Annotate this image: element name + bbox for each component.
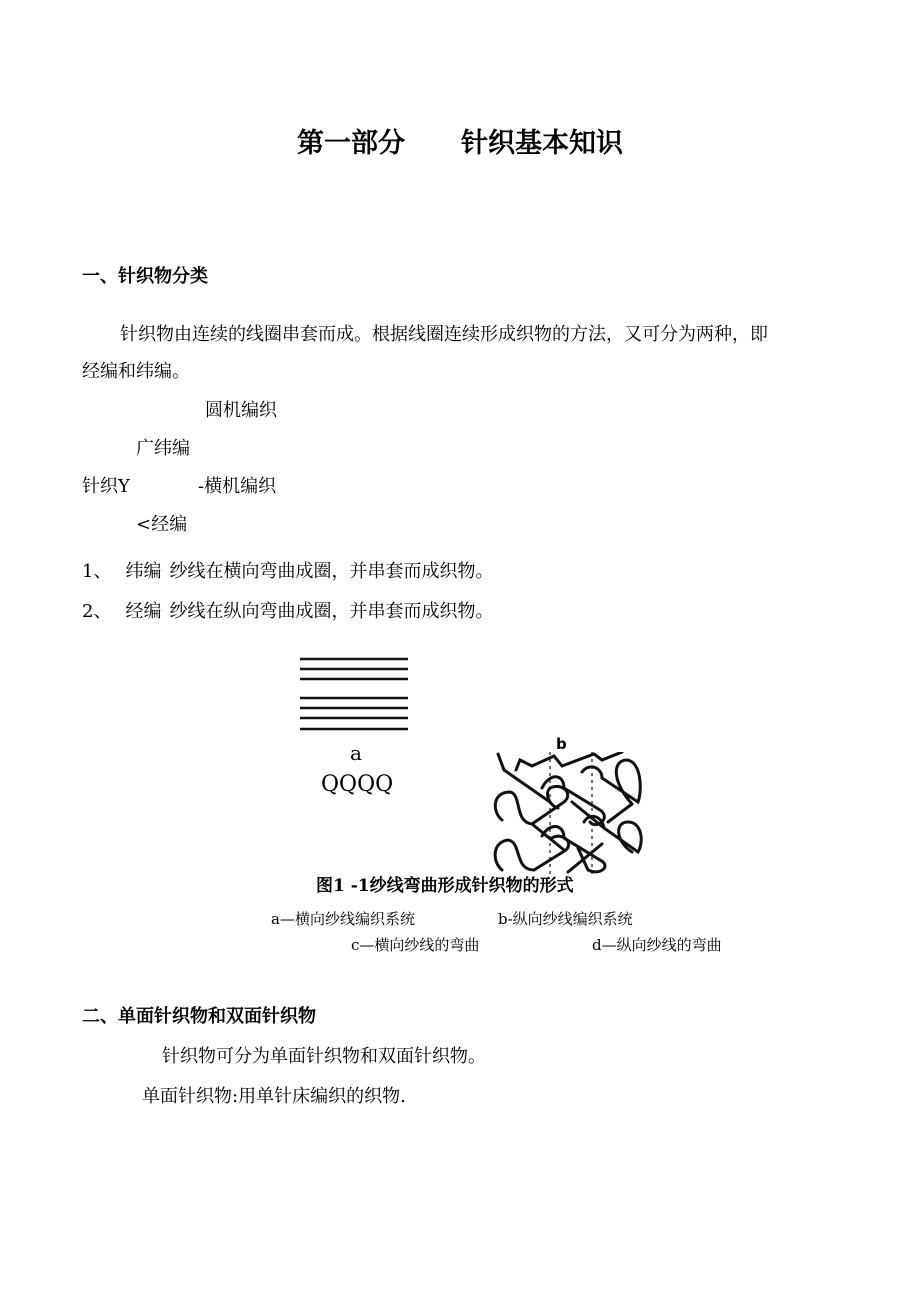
warp-loop-illustration [492, 752, 647, 874]
figure-caption: 图1 -1纱线弯曲形成针织物的形式 [316, 876, 574, 896]
section2-heading: 二、单面针织物和双面针织物 [82, 1006, 316, 1027]
tree-warp: <经编 [136, 514, 188, 535]
tree-root: 针织Y [82, 476, 130, 497]
figure-legend-c: c—横向纱线的弯曲 [351, 936, 480, 954]
list-item: 2、 经编 纱线在纵向弯曲成圈，并串套而成织物。 [82, 601, 494, 622]
figure-label-q: QQQQ [321, 772, 394, 797]
title-part: 第一部分 [297, 128, 405, 159]
section2-line-1: 针织物可分为单面针织物和双面针织物。 [162, 1046, 486, 1067]
figure-legend-b: b-纵向纱线编织系统 [498, 910, 633, 928]
tree-flat: -横机编织 [198, 476, 277, 497]
para-line-1: 针织物由连续的线圈串套而成。根据线圈连续形成织物的方法，又可分为两种，即 [120, 324, 768, 345]
figure-legend-a: a—横向纱线编织系统 [271, 910, 415, 928]
list-item: 1、 纬编 纱线在横向弯曲成圈，并串套而成织物。 [82, 561, 494, 582]
tree-circular: 圆机编织 [205, 400, 277, 421]
section1-heading: 一、针织物分类 [82, 266, 208, 287]
tree-weft: 广纬编 [136, 438, 190, 459]
weft-yarn-illustration [298, 655, 410, 740]
page-title [0, 130, 920, 157]
para-line-2: 经编和纬编。 [82, 361, 190, 382]
figure-legend-d: d—纵向纱线的弯曲 [592, 936, 722, 954]
figure-label-a: a [350, 741, 362, 765]
section2-line-2: 单面针织物:用单针床编织的织物. [142, 1086, 406, 1107]
figure-label-b: b [556, 735, 567, 753]
title-name: 针织基本知识 [461, 128, 623, 159]
